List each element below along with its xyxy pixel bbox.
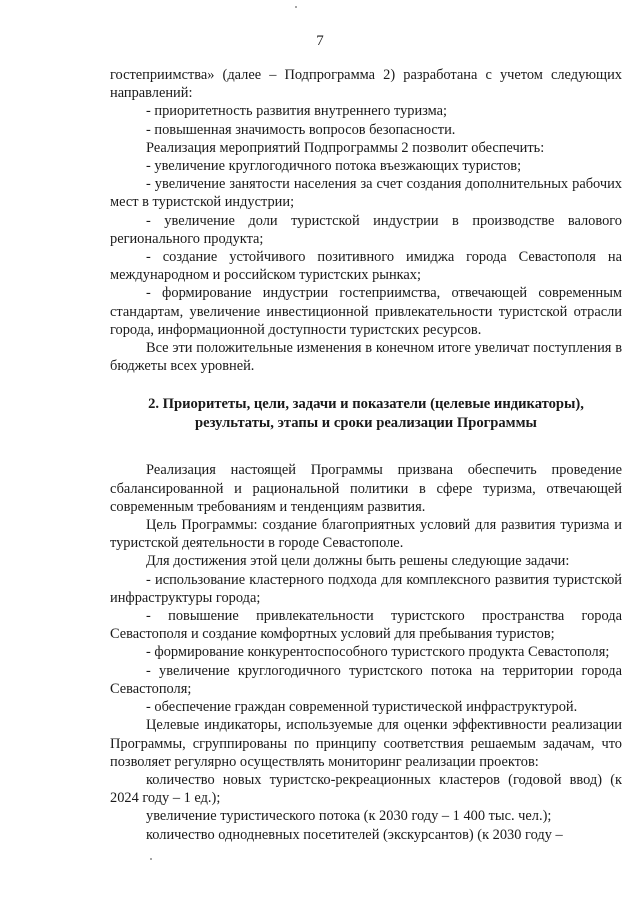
scan-speck [295, 6, 297, 8]
list-item: - формирование индустрии гостеприимства, отвечающей современным стандартам, увеличение инвестиционной привлекательности туристской отрасли города, информационной доступности туристских ресурсов. [110, 285, 622, 338]
list-item: - формирование конкурентоспособного туристского продукта Севастополя; [146, 644, 610, 661]
list-item: - использование кластерного подхода для комплексного развития туристской инфраструктуры города; [110, 571, 622, 606]
scan-speck [150, 858, 152, 860]
indicator-item: количество однодневных посетителей (экскурсантов) (к 2030 году – [146, 826, 563, 843]
section-heading-line-1: 2. Приоритеты, цели, задачи и показатели (целевые индикаторы), [148, 396, 584, 413]
indicator-item: количество новых туристско-рекреационных кластеров (годовой ввод) (к 2024 году – 1 ед.); [110, 771, 622, 807]
section-priorities [110, 461, 622, 843]
section-intro [110, 66, 622, 375]
list-item: - увеличение круглогодичного туристского потока на территории города Севастополя; [110, 662, 622, 697]
list-item: - увеличение круглогодичного потока въезжающих туристов; [146, 158, 522, 175]
paragraph: Реализация мероприятий Подпрограммы 2 позволит обеспечить: [146, 139, 545, 156]
list-item: - увеличение доли туристской индустрии в производстве валового регионального продукта; [110, 212, 622, 247]
paragraph: Цель Программы: создание благоприятных условий для развития туризма и туристской деятельности в городе Севастополе. [110, 517, 622, 552]
list-item: - повышенная значимость вопросов безопасности. [146, 121, 456, 138]
list-item: - создание устойчивого позитивного имиджа города Севастополя на международном и российском туристских рынках; [110, 249, 622, 284]
list-item: - обеспечение граждан современной туристической инфраструктурой. [146, 699, 578, 716]
list-item: - повышение привлекательности туристского пространства города Севастополя и создание комфортных условий для пребывания туристов; [110, 608, 622, 643]
section-heading [110, 395, 622, 433]
paragraph: Для достижения этой цели должны быть решены следующие задачи: [146, 553, 570, 570]
paragraph: гостеприимства» (далее – Подпрограмма 2) разработана с учетом следующих направлений: [110, 67, 622, 102]
paragraph: Все эти положительные изменения в конечном итоге увеличат поступления в бюджеты всех уровней. [110, 340, 622, 375]
paragraph: Целевые индикаторы, используемые для оценки эффективности реализации Программы, сгруппированы по принципу соответствия решаемым задачам, что позволяет регулярно осуществлять мониторинг реализации проектов: [110, 717, 622, 770]
section-heading-line-2: результаты, этапы и сроки реализации Программы [195, 415, 537, 432]
list-item: - увеличение занятости населения за счет создания дополнительных рабочих мест в туристской индустрии; [110, 176, 622, 211]
list-item: - приоритетность развития внутреннего туризма; [146, 103, 448, 120]
document-body [110, 66, 622, 844]
paragraph: Реализация настоящей Программы призвана обеспечить проведение сбалансированной и рациональной политики в сфере туризма, отвечающей современным требованиям и тенденциям развития. [110, 462, 622, 515]
indicator-item: увеличение туристического потока (к 2030 году – 1 400 тыс. чел.); [146, 808, 552, 825]
page-number: 7 [316, 33, 324, 49]
